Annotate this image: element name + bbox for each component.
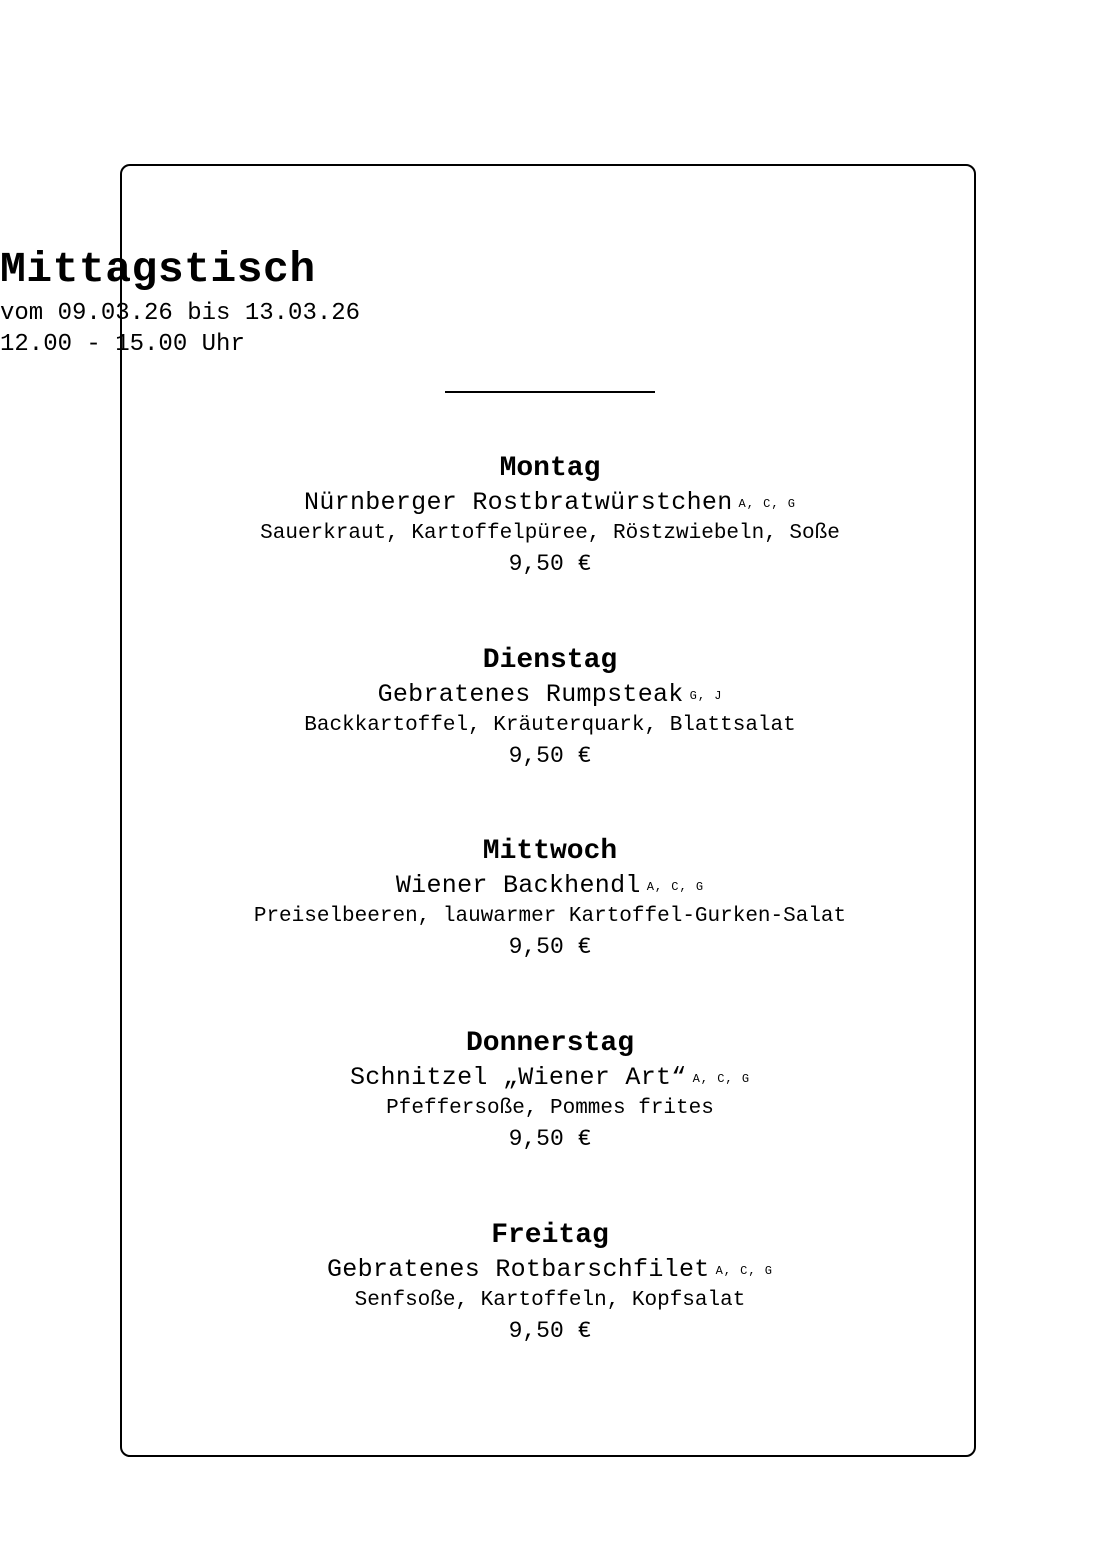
opening-hours: 12.00 - 15.00 Uhr bbox=[0, 331, 245, 358]
allergen-codes: A, C, G bbox=[715, 1264, 773, 1278]
price: 9,50 € bbox=[508, 1126, 592, 1152]
page-title: Mittagstisch bbox=[0, 245, 316, 294]
dish-title: Wiener Backhendl bbox=[395, 871, 641, 900]
day-section-freitag bbox=[0, 1218, 1100, 1346]
dish-name bbox=[0, 1254, 1100, 1286]
day-section-mittwoch bbox=[0, 834, 1100, 962]
side-dishes: Pfeffersoße, Pommes frites bbox=[386, 1097, 714, 1120]
divider-line bbox=[445, 391, 655, 393]
dish-title: Schnitzel „Wiener Art“ bbox=[349, 1063, 687, 1092]
allergen-codes: G, J bbox=[689, 689, 723, 703]
dish-title: Nürnberger Rostbratwürstchen bbox=[304, 488, 733, 517]
day-section-dienstag bbox=[0, 643, 1100, 771]
side-dishes: Backkartoffel, Kräuterquark, Blattsalat bbox=[304, 714, 796, 737]
day-name: Mittwoch bbox=[482, 836, 618, 867]
price: 9,50 € bbox=[508, 1318, 592, 1344]
day-section-donnerstag bbox=[0, 1026, 1100, 1154]
day-name: Dienstag bbox=[482, 645, 618, 676]
day-name: Freitag bbox=[491, 1220, 609, 1251]
allergen-codes: A, C, G bbox=[646, 880, 705, 894]
dish-name bbox=[0, 870, 1100, 902]
day-name: Donnerstag bbox=[465, 1028, 635, 1059]
price: 9,50 € bbox=[508, 551, 592, 577]
allergen-codes: A, C, G bbox=[738, 497, 796, 511]
price: 9,50 € bbox=[508, 934, 592, 960]
dish-title: Gebratenes Rumpsteak bbox=[377, 680, 684, 709]
price: 9,50 € bbox=[508, 743, 592, 769]
dish-name bbox=[0, 487, 1100, 519]
day-section-montag bbox=[0, 451, 1100, 579]
day-name: Montag bbox=[499, 453, 601, 484]
date-range: vom 09.03.26 bis 13.03.26 bbox=[0, 300, 361, 327]
dish-title: Gebratenes Rotbarschfilet bbox=[327, 1255, 710, 1284]
dish-name bbox=[0, 679, 1100, 711]
side-dishes: Preiselbeeren, lauwarmer Kartoffel-Gurken-Salat bbox=[253, 905, 847, 928]
allergen-codes: A, C, G bbox=[692, 1072, 751, 1086]
dish-name bbox=[0, 1062, 1100, 1094]
side-dishes: Sauerkraut, Kartoffelpüree, Röstzwiebeln, Soße bbox=[260, 522, 840, 545]
side-dishes: Senfsoße, Kartoffeln, Kopfsalat bbox=[354, 1289, 746, 1312]
